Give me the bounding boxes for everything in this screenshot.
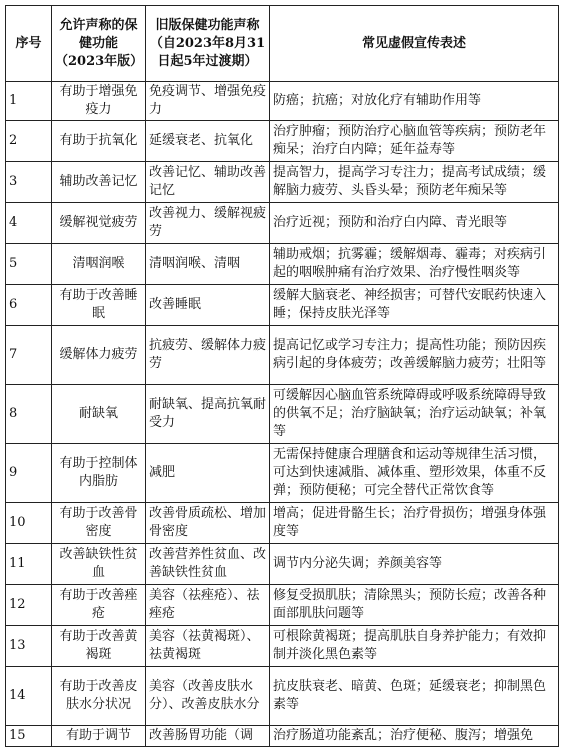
row-false-claims: 可根除黄褐斑；提高肌肤自身养护能力；有效抑制并淡化黑色素等 (270, 626, 559, 667)
row-allowed-function: 有助于调节 (52, 726, 146, 747)
table-header (6, 6, 559, 82)
document-page (5, 5, 559, 747)
header-old-function: 旧版保健功能声称（自2023年8月31日起5年过渡期） (146, 6, 270, 82)
table-row (6, 82, 559, 121)
row-index: 5 (6, 244, 52, 285)
row-false-claims: 防癌；抗癌；对放化疗有辅助作用等 (270, 82, 559, 121)
row-old-function: 清咽润喉、清咽 (146, 244, 270, 285)
row-old-function: 抗疲劳、缓解体力疲劳 (146, 326, 270, 385)
table-row (6, 444, 559, 503)
table-body (6, 82, 559, 747)
row-old-function: 美容（祛痤疮）、祛痤疮 (146, 585, 270, 626)
row-false-claims: 抗皮肤衰老、暗黄、色斑；延缓衰老；抑制黑色素等 (270, 667, 559, 726)
header-allowed-function: 允许声称的保健功能（2023年版） (52, 6, 146, 82)
row-allowed-function: 有助于改善痤疮 (52, 585, 146, 626)
table-row (6, 626, 559, 667)
row-allowed-function: 有助于抗氧化 (52, 121, 146, 162)
table-row (6, 385, 559, 444)
row-index: 10 (6, 503, 52, 544)
row-false-claims: 提高智力，提高学习专注力；提高考试成绩；缓解脑力疲劳、头昏头晕；预防老年痴呆等 (270, 162, 559, 203)
row-allowed-function: 有助于改善睡眠 (52, 285, 146, 326)
row-allowed-function: 耐缺氧 (52, 385, 146, 444)
row-old-function: 改善视力、缓解视疲劳 (146, 203, 270, 244)
table-row (6, 162, 559, 203)
row-index: 1 (6, 82, 52, 121)
row-allowed-function: 有助于控制体内脂肪 (52, 444, 146, 503)
header-row (6, 6, 559, 82)
row-allowed-function: 辅助改善记忆 (52, 162, 146, 203)
row-old-function: 减肥 (146, 444, 270, 503)
row-index: 14 (6, 667, 52, 726)
row-false-claims: 调节内分泌失调；养颜美容等 (270, 544, 559, 585)
row-allowed-function: 清咽润喉 (52, 244, 146, 285)
table-row (6, 285, 559, 326)
health-claims-table (5, 5, 559, 747)
row-false-claims: 修复受损肌肤；清除黑头；预防长痘；改善各种面部肌肤问题等 (270, 585, 559, 626)
row-old-function: 美容（改善皮肤水分）、改善皮肤水分 (146, 667, 270, 726)
row-index: 4 (6, 203, 52, 244)
row-allowed-function: 有助于增强免疫力 (52, 82, 146, 121)
row-old-function: 耐缺氧、提高抗氧耐受力 (146, 385, 270, 444)
table-row (6, 726, 559, 747)
table-row (6, 585, 559, 626)
row-allowed-function: 改善缺铁性贫血 (52, 544, 146, 585)
row-index: 12 (6, 585, 52, 626)
row-index: 13 (6, 626, 52, 667)
row-index: 2 (6, 121, 52, 162)
row-allowed-function: 有助于改善黄褐斑 (52, 626, 146, 667)
row-false-claims: 提高记忆或学习专注力；提高性功能；预防因疾病引起的身体疲劳；改善缓解脑力疲劳；壮阳等 (270, 326, 559, 385)
row-old-function: 改善营养性贫血、改善缺铁性贫血 (146, 544, 270, 585)
row-old-function: 美容（祛黄褐斑）、祛黄褐斑 (146, 626, 270, 667)
table-row (6, 121, 559, 162)
row-index: 3 (6, 162, 52, 203)
row-old-function: 免疫调节、增强免疫力 (146, 82, 270, 121)
table-row (6, 544, 559, 585)
row-false-claims: 治疗肿瘤；预防治疗心脑血管等疾病；预防老年痴呆；治疗白内障；延年益寿等 (270, 121, 559, 162)
table-row (6, 667, 559, 726)
row-old-function: 改善睡眠 (146, 285, 270, 326)
row-allowed-function: 缓解视觉疲劳 (52, 203, 146, 244)
table-row (6, 503, 559, 544)
row-old-function: 改善肠胃功能（调 (146, 726, 270, 747)
row-old-function: 改善骨质疏松、增加骨密度 (146, 503, 270, 544)
header-false-claims: 常见虚假宣传表述 (270, 6, 559, 82)
row-false-claims: 增高；促进骨骼生长；治疗骨损伤；增强身体强度等 (270, 503, 559, 544)
row-false-claims: 治疗肠道功能紊乱；治疗便秘、腹泻；增强免 (270, 726, 559, 747)
row-allowed-function: 有助于改善皮肤水分状况 (52, 667, 146, 726)
table-row (6, 244, 559, 285)
row-false-claims: 无需保持健康合理膳食和运动等规律生活习惯，可达到快速减脂、减体重、塑形效果，体重不反弹；预防便秘；可完全替代正常饮食等 (270, 444, 559, 503)
row-false-claims: 缓解大脑衰老、神经损害；可替代安眠药快速入睡；保持皮肤光泽等 (270, 285, 559, 326)
row-index: 11 (6, 544, 52, 585)
row-allowed-function: 有助于改善骨密度 (52, 503, 146, 544)
row-index: 8 (6, 385, 52, 444)
header-index: 序号 (6, 6, 52, 82)
row-false-claims: 可缓解因心脑血管系统障碍或呼吸系统障碍导致的供氧不足；治疗脑缺氧；治疗运动缺氧；补氧等 (270, 385, 559, 444)
row-false-claims: 治疗近视；预防和治疗白内障、青光眼等 (270, 203, 559, 244)
row-index: 9 (6, 444, 52, 503)
row-index: 6 (6, 285, 52, 326)
table-row (6, 326, 559, 385)
row-index: 7 (6, 326, 52, 385)
row-old-function: 改善记忆、辅助改善记忆 (146, 162, 270, 203)
row-allowed-function: 缓解体力疲劳 (52, 326, 146, 385)
table-row (6, 203, 559, 244)
row-false-claims: 辅助戒烟；抗雾霾；缓解烟毒、霾毒；对疾病引起的咽喉肿痛有治疗效果、治疗慢性咽炎等 (270, 244, 559, 285)
row-old-function: 延缓衰老、抗氧化 (146, 121, 270, 162)
row-index: 15 (6, 726, 52, 747)
